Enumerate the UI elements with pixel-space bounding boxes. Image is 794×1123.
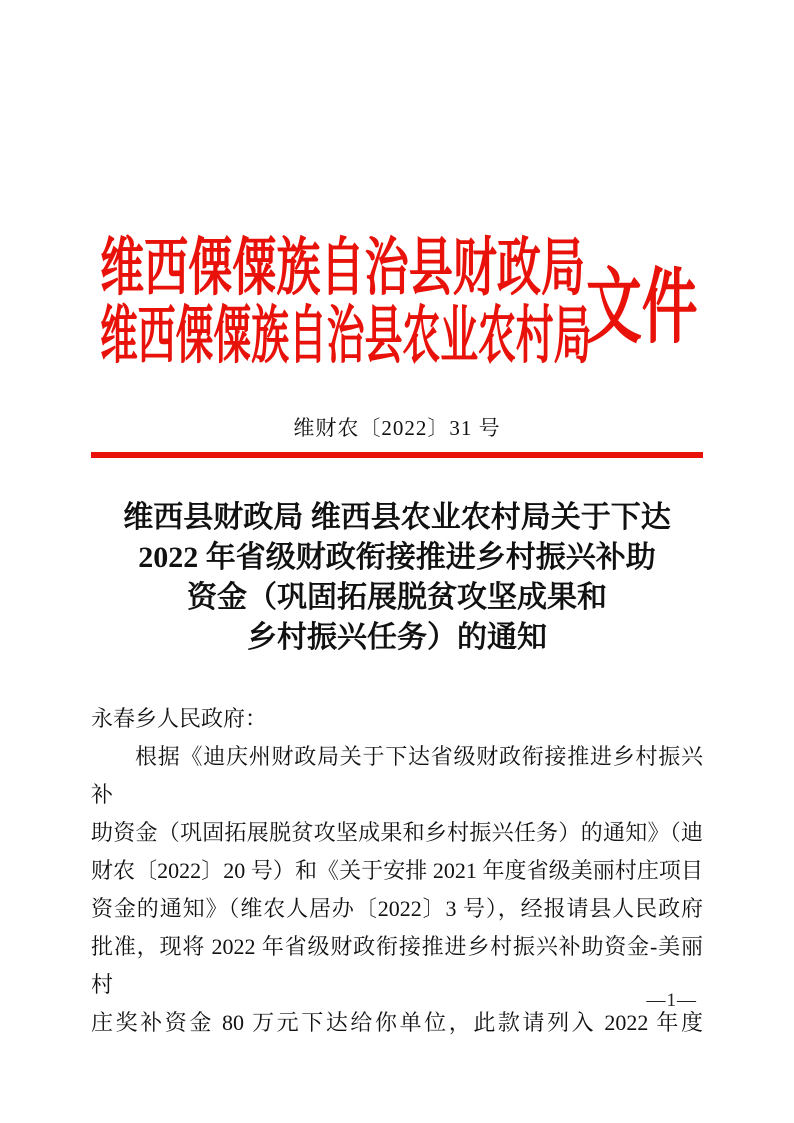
body-line: 庄奖补资金 80 万元下达给你单位，此款请列入 2022 年度 [91, 1010, 703, 1035]
title-line: 乡村振兴任务）的通知 [247, 621, 547, 654]
title-line: 资金（巩固拓展脱贫攻坚成果和 [187, 581, 607, 614]
body-line: 资金的通知》（维农人居办〔2022〕3 号），经报请县人民政府 [91, 896, 703, 921]
body-line: 根据《迪庆州财政局关于下达省级财政衔接推进乡村振兴补 [91, 744, 703, 807]
document-body [91, 700, 703, 1042]
body-line: 财农〔2022〕20 号）和《关于安排 2021 年度省级美丽村庄项目 [91, 858, 703, 883]
letterhead-org-line-1: 维西傈僳族自治县财政局 [100, 233, 586, 303]
document-number: 维财农〔2022〕31 号 [293, 416, 501, 440]
page-number: —1— [646, 990, 697, 1011]
red-separator-rule [91, 452, 703, 458]
letterhead-doc-type: 文件 [586, 262, 698, 353]
salutation: 永春乡人民政府： [91, 706, 268, 731]
body-line: 助资金（巩固拓展脱贫攻坚成果和乡村振兴任务）的通知》（迪 [91, 820, 703, 845]
title-line: 2022 年省级财政衔接推进乡村振兴补助 [138, 541, 656, 574]
title-line: 维西县财政局 维西县农业农村局关于下达 [123, 501, 671, 534]
body-line: 批准，现将 2022 年省级财政衔接推进乡村振兴补助资金-美丽村 [91, 934, 703, 997]
document-title [0, 498, 794, 658]
letterhead-org-line-2: 维西傈僳族自治县农业农村局 [100, 301, 592, 371]
